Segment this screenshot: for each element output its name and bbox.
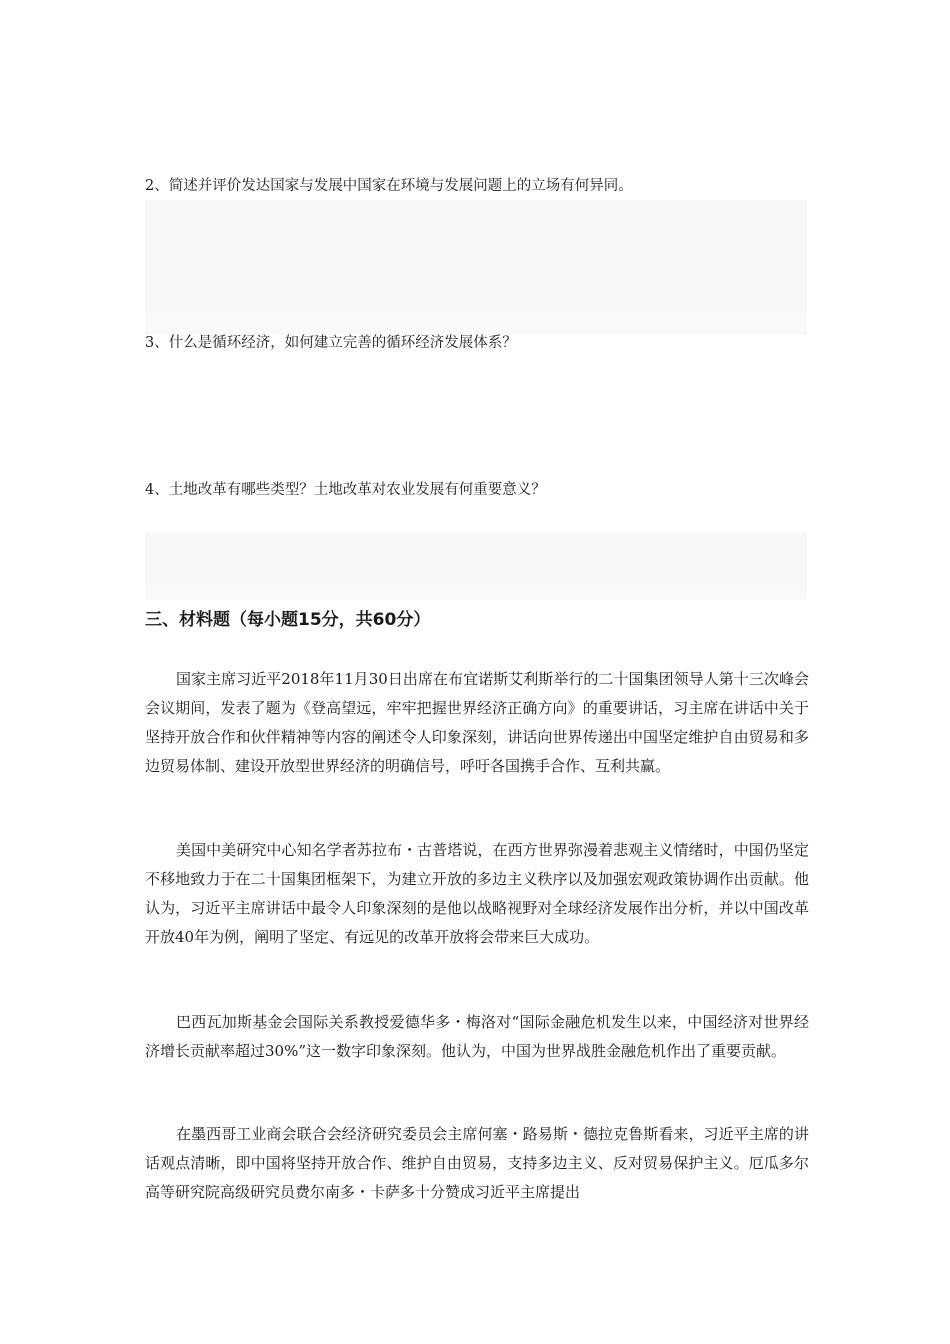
- material-paragraph: 美国中美研究中心知名学者苏拉布・古普塔说，在西方世界弥漫着悲观主义情绪时，中国仍坚定不移地致力于在二十国集团框架下，为建立开放的多边主义秩序以及加强宏观政策协调作出贡献。他认为，习近平主席讲话中最令人印象深刻的是他以战略视野对全球经济发展作出分析，并以中国改革开放40年为例，阐明了坚定、有远见的改革开放将会带来巨大成功。: [145, 841, 809, 946]
- question-2: 2、简述并评价发达国家与发展中国家在环境与发展问题上的立场有何异同。: [145, 178, 633, 194]
- section-title: 三、材料题（每小题15分，共60分）: [145, 610, 431, 630]
- material-paragraph: 国家主席习近平2018年11月30日出席在布宜诺斯艾利斯举行的二十国集团领导人第十三次峰会会议期间，发表了题为《登高望远，牢牢把握世界经济正确方向》的重要讲话，习主席在讲话中关于坚持开放合作和伙伴精神等内容的阐述令人印象深刻，讲话向世界传递出中国坚定维护自由贸易和多边贸易体制、建设开放型世界经济的明确信号，呼吁各国携手合作、互利共赢。: [145, 670, 809, 775]
- material-paragraph: 在墨西哥工业商会联合会经济研究委员会主席何塞・路易斯・德拉克鲁斯看来，习近平主席的讲话观点清晰，即中国将坚持开放合作、维护自由贸易，支持多边主义、反对贸易保护主义。厄瓜多尔高等研究院高级研究员费尔南多・卡萨多十分赞成习近平主席提出: [145, 1125, 809, 1201]
- answer-area-2: [145, 200, 807, 335]
- answer-area-4: [145, 532, 807, 600]
- question-4: 4、土地改革有哪些类型？土地改革对农业发展有何重要意义？: [145, 482, 546, 498]
- question-3: 3、什么是循环经济，如何建立完善的循环经济发展体系？: [145, 335, 517, 351]
- material-paragraph: 巴西瓦加斯基金会国际关系教授爱德华多・梅洛对“国际金融危机发生以来，中国经济对世界经济增长贡献率超过30%”这一数字印象深刻。他认为，中国为世界战胜金融危机作出了重要贡献。: [145, 1013, 809, 1060]
